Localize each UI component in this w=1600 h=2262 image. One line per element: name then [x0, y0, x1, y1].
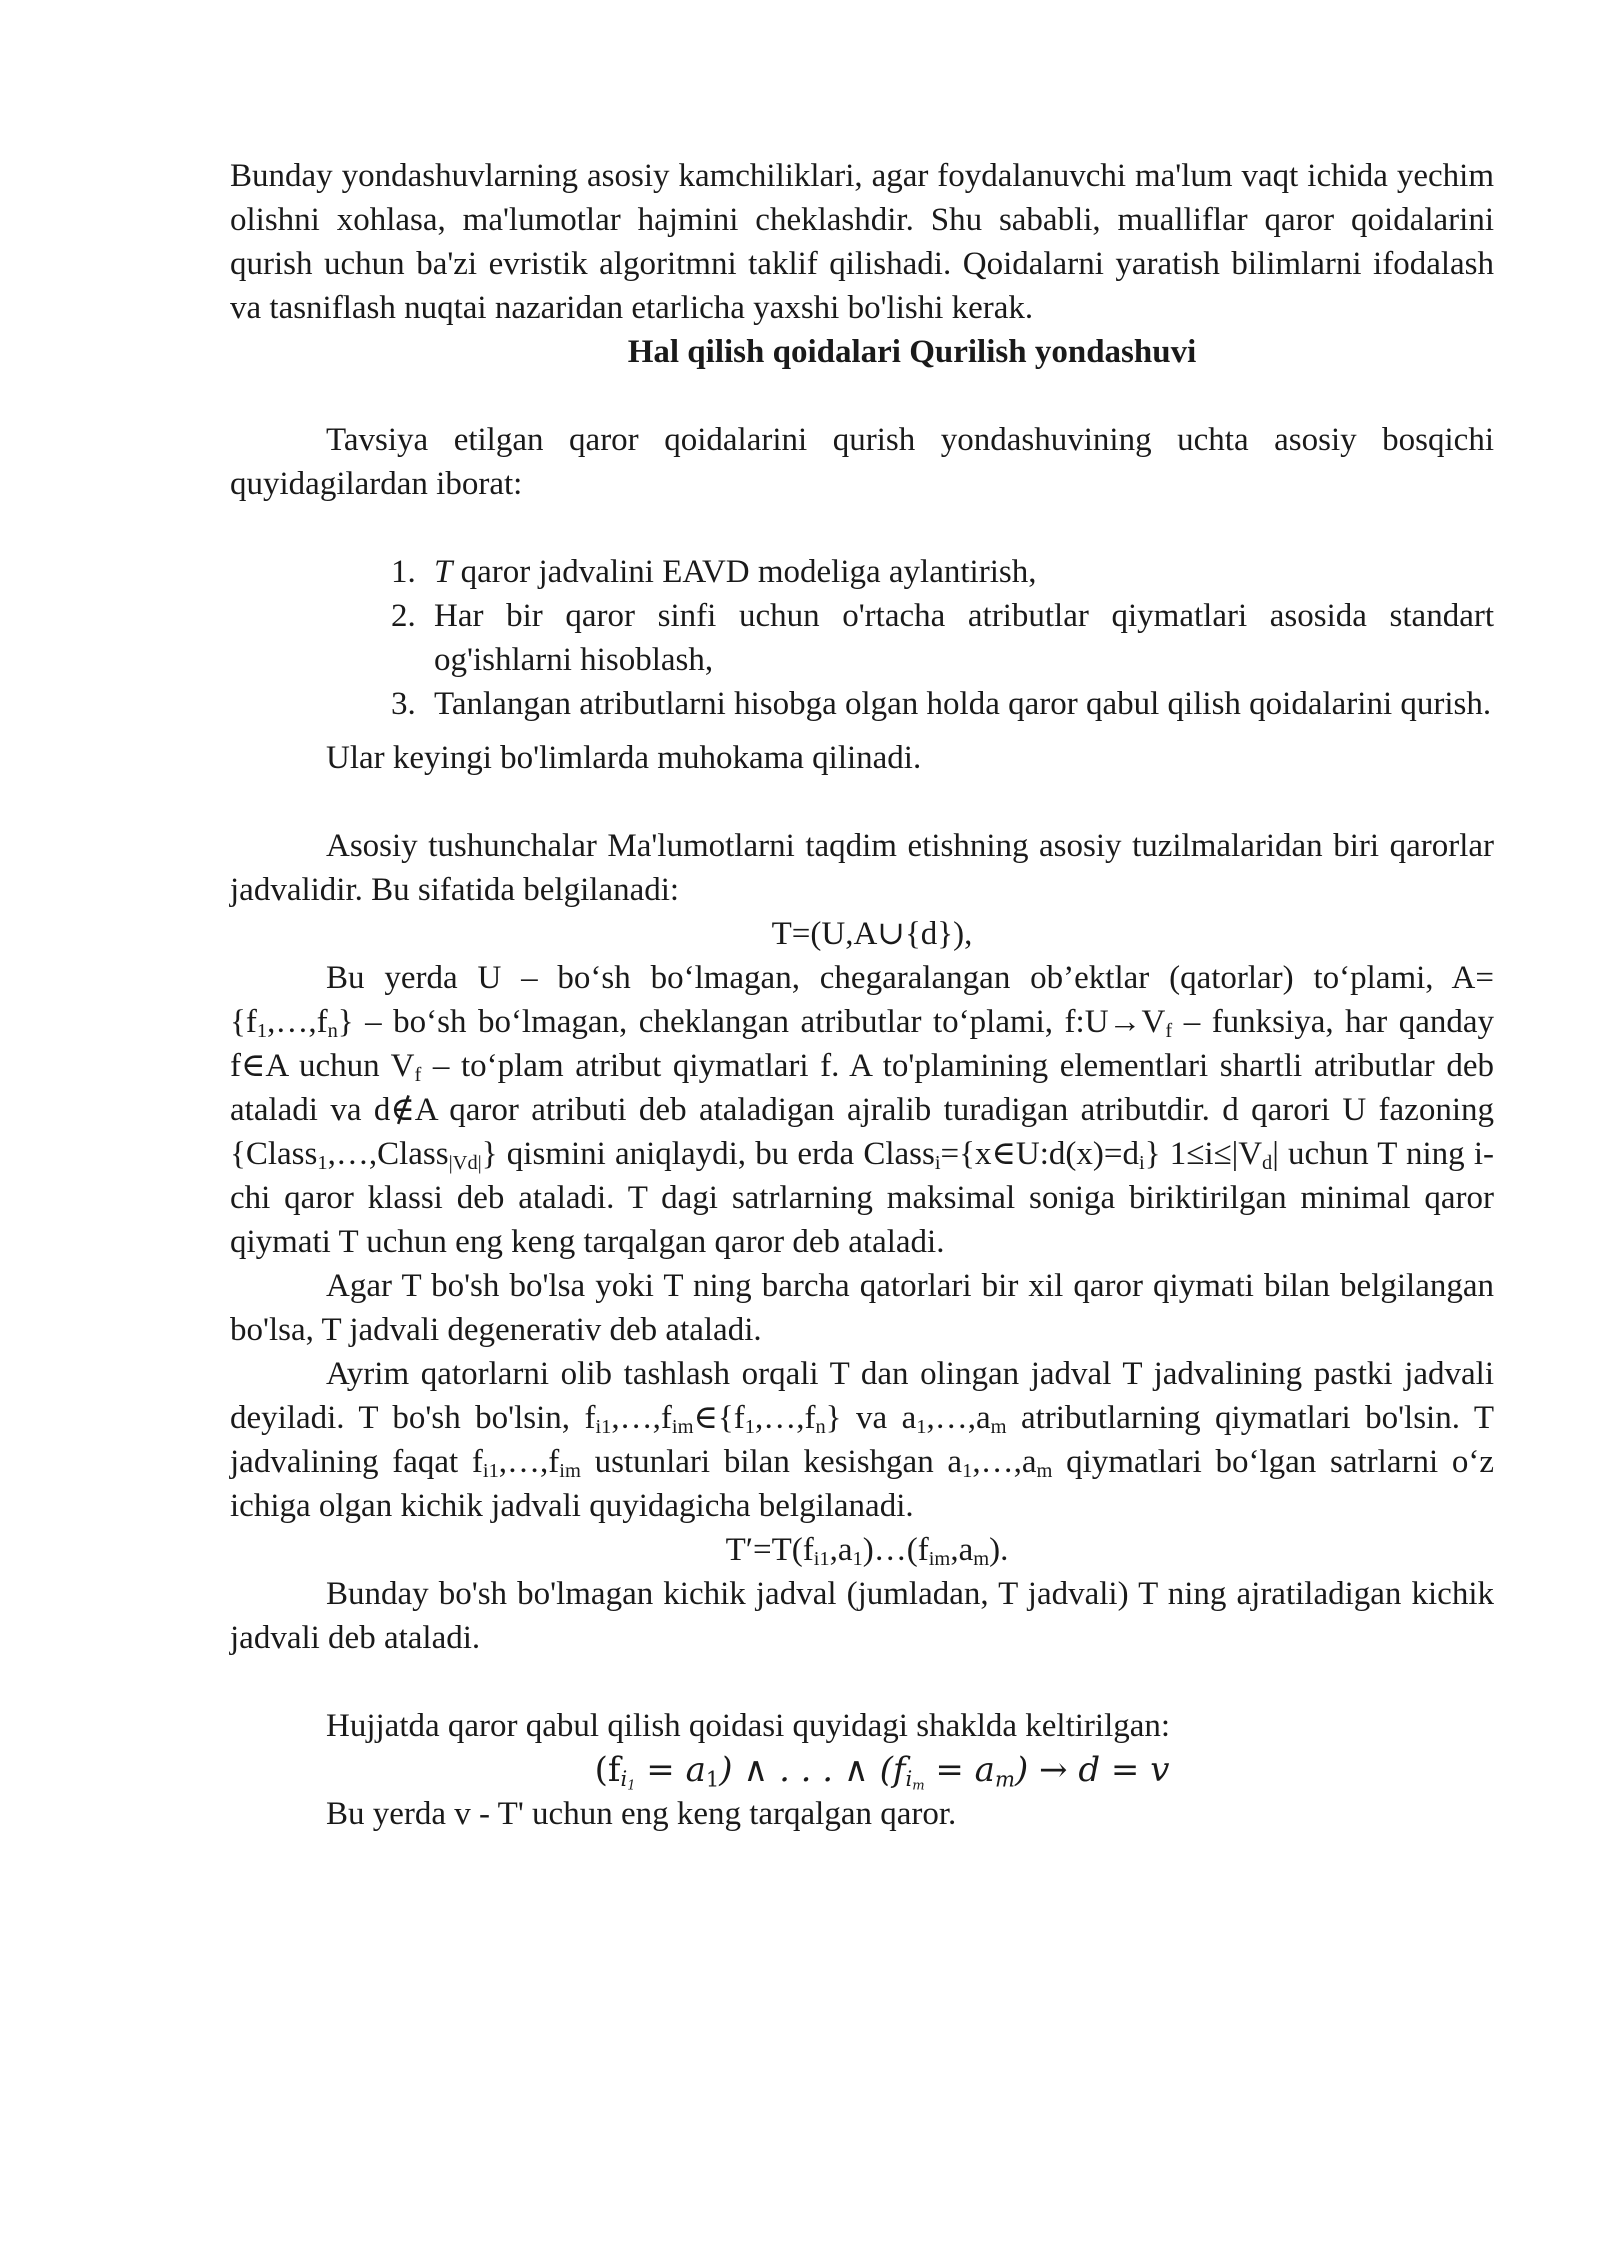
formula-subtable: $T'=T(f_{i1},a_1)\dots(f_{im},a_m)$. — [725, 1532, 1009, 1571]
paragraph-definitions: Bu yerda U – bo‘sh bo‘lmagan, chegaralangan ob’ektlar (qatorlar) to‘plami, $A=\{f_1,\dots,f_n\}$ – bo‘sh bo‘lmagan, cheklangan atributlar to‘plami, $f:U\to V_f$ – funksiya, har qanday f∈A uchun $V_f$ – to‘plam atribut qiymatlari f. A to'plamining elementlari shartli atributlar deb ataladi va d∉A qaror atributi deb ataladigan ajralib turadigan atributdir. d qarori U fazoning {Class$_1$,…,Class$_{|Vd|}$} qismini aniqlaydi, bu erda $Class_i=\{x\in U:d(x)=d_i\}$ $1\le i\le|V_d|$ uchun T ning i-chi qaror klassi deb ataladi. T dagi satrlarning maksimal soniga biriktirilgan minimal qaror qiymati T uchun eng keng tarqalgan qaror deb ataladi. — [230, 960, 1495, 1260]
paragraph-separable: Bunday bo'sh bo'lmagan kichik jadval (jumladan, T jadvali) T ning ajratiladigan kichik jadvali deb ataladi. — [230, 1576, 1494, 1656]
var-t: T — [434, 554, 453, 590]
list-item: 2. Har bir qaror sinfi uchun o'rtacha atributlar qiymatlari asosida standart og'ishlarni hisoblash, — [424, 594, 1494, 682]
paragraph-basic-concepts: Asosiy tushunchalar Ma'lumotlarni taqdim etishning asosiy tuzilmalaridan biri qarorlar jadvalidir. Bu sifatida belgilanadi: — [230, 828, 1494, 908]
paragraph-rule-form: Hujjatda qaror qabul qilish qoidasi quyidagi shaklda keltirilgan: — [326, 1708, 1171, 1744]
paragraph-subtable: Ayrim qatorlarni olib tashlash orqali T dan olingan jadval T jadvalining pastki jadvali deyiladi. T bo'sh bo'lsin, $f_{i1},\dots,f_{im}\in\{f_1,\dots,f_n\}$ va $a_1,\dots,a_m$ atributlarning qiymatlari bo'lsin. T jadvalining faqat $f_{i1},\dots,f_{im}$ ustunlari bilan kesishgan $a_1,\dots,a_m$ qiymatlari bo‘lgan satrlarni o‘z ichiga olgan kichik jadvali quyidagicha belgilanadi. — [230, 1356, 1495, 1524]
steps-list — [230, 550, 1494, 726]
list-item: 1. T qaror jadvalini EAVD modeliga aylantirish, — [424, 550, 1494, 594]
paragraph-intro: Bunday yondashuvlarning asosiy kamchiliklari, agar foydalanuvchi ma'lum vaqt ichida yechim olishni xohlasa, ma'lumotlar hajmini cheklashdir. Shu sababli, mualliflar qaror qoidalarini qurish uchun ba'zi evristik algoritmni taklif qilishadi. Qoidalarni yaratish bilimlarni ifodalash va tasniflash nuqtai nazaridan etarlicha yaxshi bo'lishi kerak. — [230, 158, 1494, 326]
paragraph-conclusion: Bu yerda v - T' uchun eng keng tarqalgan qaror. — [326, 1796, 957, 1832]
section-heading: Hal qilish qoidalari Qurilish yondashuvi — [627, 334, 1197, 370]
page-content — [230, 154, 1494, 1836]
formula-decision-table: T=(U,A∪{d}), — [771, 916, 973, 952]
formula-decision-rule: $(f_{i_1} = a_1)$ ∧ . . . ∧ $(f_{i_m} = a_m) \to d = v$ — [594, 1750, 1170, 1794]
paragraph-steps-intro: Tavsiya etilgan qaror qoidalarini qurish yondashuvining uchta asosiy bosqichi quyidagilardan iborat: — [230, 422, 1494, 502]
paragraph-next-sections: Ular keyingi bo'limlarda muhokama qilinadi. — [326, 740, 922, 776]
paragraph-degenerate: Agar T bo'sh bo'lsa yoki T ning barcha qatorlari bir xil qaror qiymati bilan belgilangan bo'lsa, T jadvali degenerativ deb ataladi. — [230, 1268, 1494, 1348]
list-item: 3. Tanlangan atributlarni hisobga olgan holda qaror qabul qilish qoidalarini qurish. — [424, 682, 1494, 726]
